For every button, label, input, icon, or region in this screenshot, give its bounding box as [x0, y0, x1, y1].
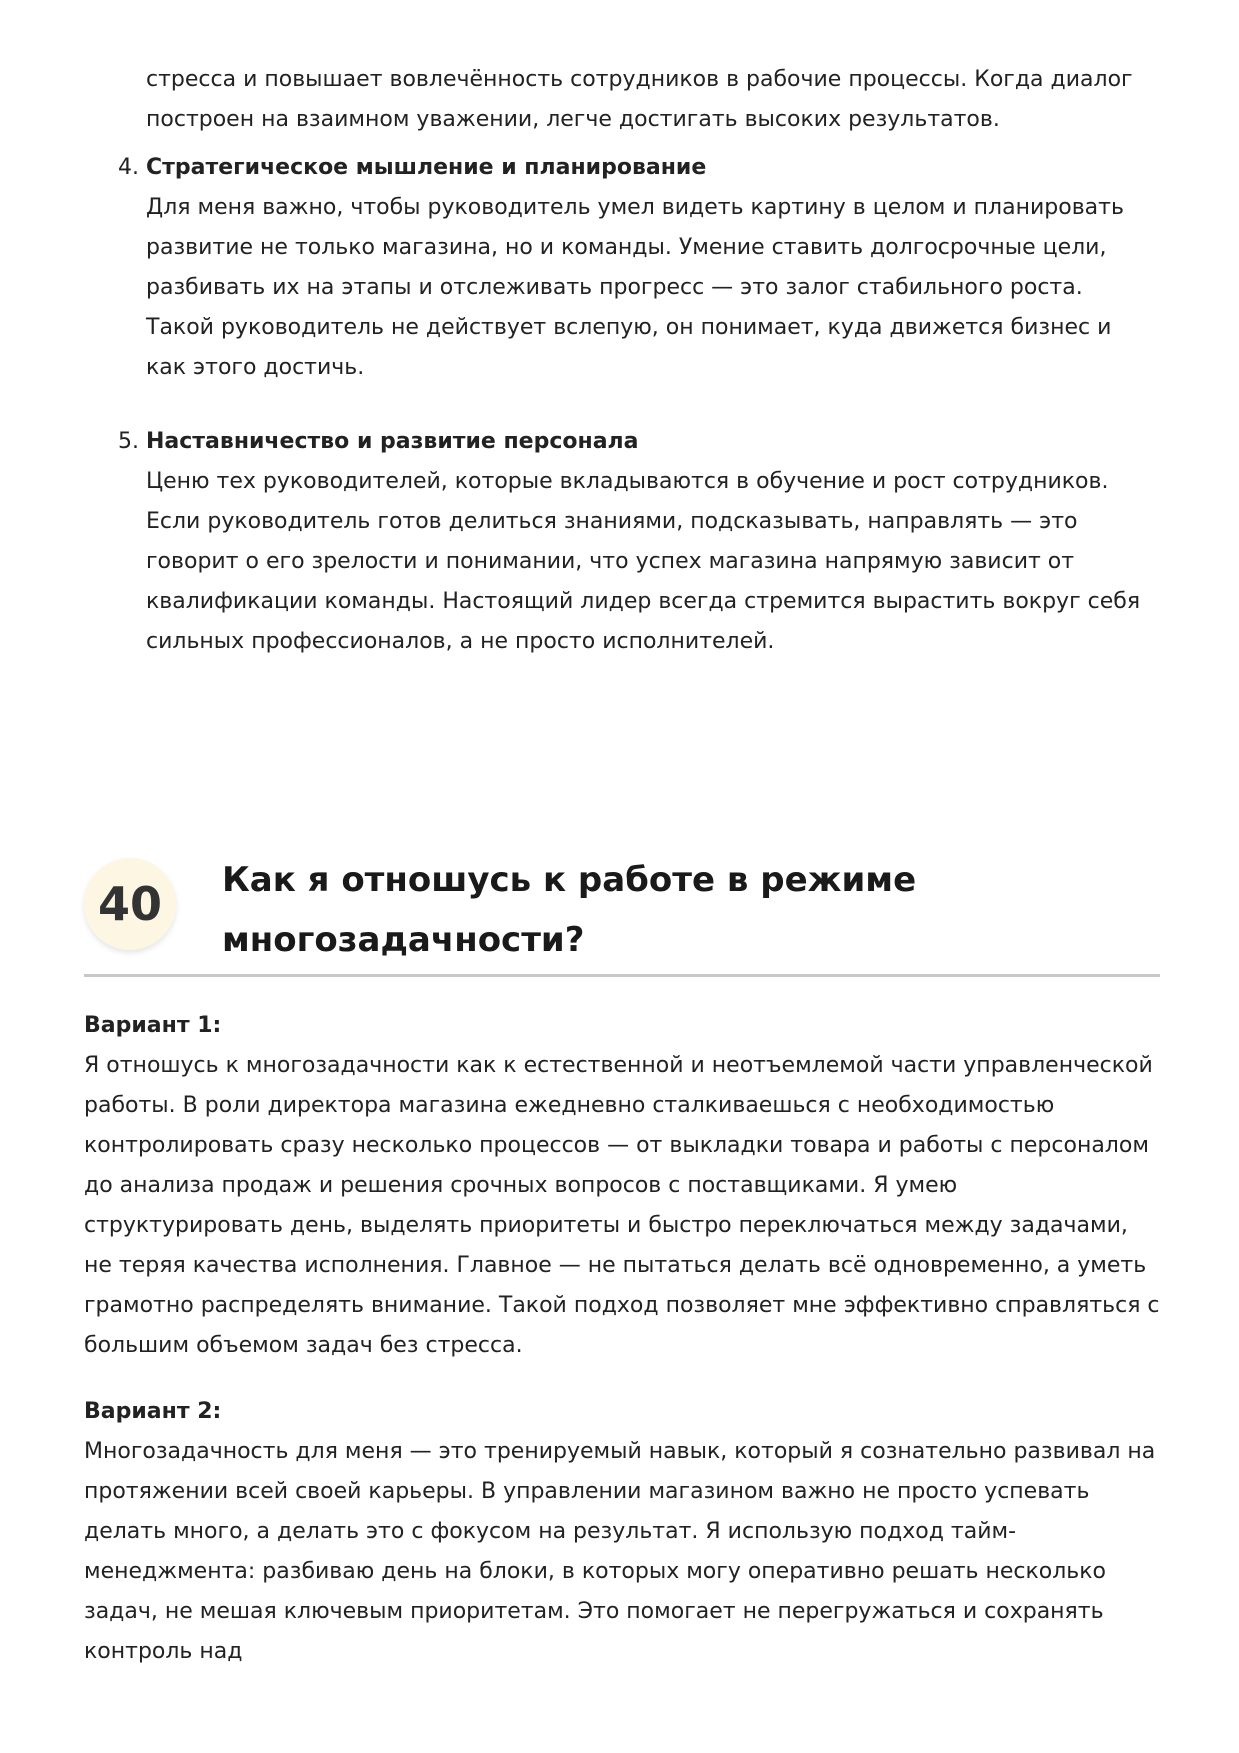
- variant-label: Вариант 1:: [84, 1013, 222, 1038]
- list-item-5: [118, 422, 1156, 662]
- variant-label: Вариант 2:: [84, 1399, 222, 1424]
- header-divider: [84, 974, 1160, 977]
- intro-paragraph: стресса и повышает вовлечённость сотрудников в рабочие процессы. Когда диалог построен на взаимном уважении, легче достигать высоких результатов.: [146, 67, 1133, 132]
- question-header: [84, 846, 1160, 976]
- list-item-text: Ценю тех руководителей, которые вкладываются в обучение и рост сотрудников. Если руководитель готов делиться знаниями, подсказывать, направлять — это говорит о его зрелости и понимании, что успех магазина напрямую зависит от квалификации команды. Настоящий лидер всегда стремится вырастить вокруг себя сильных профессионалов, а не просто исполнителей.: [146, 469, 1141, 654]
- variant-text: Многозадачность для меня — это тренируемый навык, который я сознательно развивал на протяжении всей своей карьеры. В управлении магазином важно не просто успевать делать много, а делать это с фокусом на результат. Я использую подход тайм-менеджмента: разбиваю день на блоки, в которых могу оперативно решать несколько задач, не мешая ключевым приоритетам. Это помогает не перегружаться и сохранять контроль над: [84, 1439, 1156, 1664]
- variant-2: [84, 1392, 1160, 1672]
- list-item-title: Стратегическое мышление и планирование: [146, 155, 707, 180]
- variant-1: [84, 1006, 1160, 1366]
- list-item-4: [118, 148, 1156, 388]
- question-title: Как я отношусь к работе в режиме многозадачности?: [222, 860, 917, 960]
- variant-text: Я отношусь к многозадачности как к естественной и неотъемлемой части управленческой работы. В роли директора магазина ежедневно сталкиваешься с необходимостью контролировать сразу несколько процессов — от выкладки товара и работы с персоналом до анализа продаж и решения срочных вопросов с поставщиками. Я умею структурировать день, выделять приоритеты и быстро переключаться между задачами, не теряя качества исполнения. Главное — не пытаться делать всё одновременно, а уметь грамотно распределять внимание. Такой подход позволяет мне эффективно справляться с большим объемом задач без стресса.: [84, 1053, 1160, 1358]
- list-item-title: Наставничество и развитие персонала: [146, 429, 639, 454]
- list-item-number: 5.: [118, 429, 139, 454]
- question-number-badge: 40: [84, 858, 176, 950]
- list-item-text: Для меня важно, чтобы руководитель умел видеть картину в целом и планировать развитие не только магазина, но и команды. Умение ставить долгосрочные цели, разбивать их на этапы и отслеживать прогресс — это залог стабильного роста. Такой руководитель не действует вслепую, он понимает, куда движется бизнес и как этого достичь.: [146, 195, 1124, 380]
- list-item-number: 4.: [118, 155, 139, 180]
